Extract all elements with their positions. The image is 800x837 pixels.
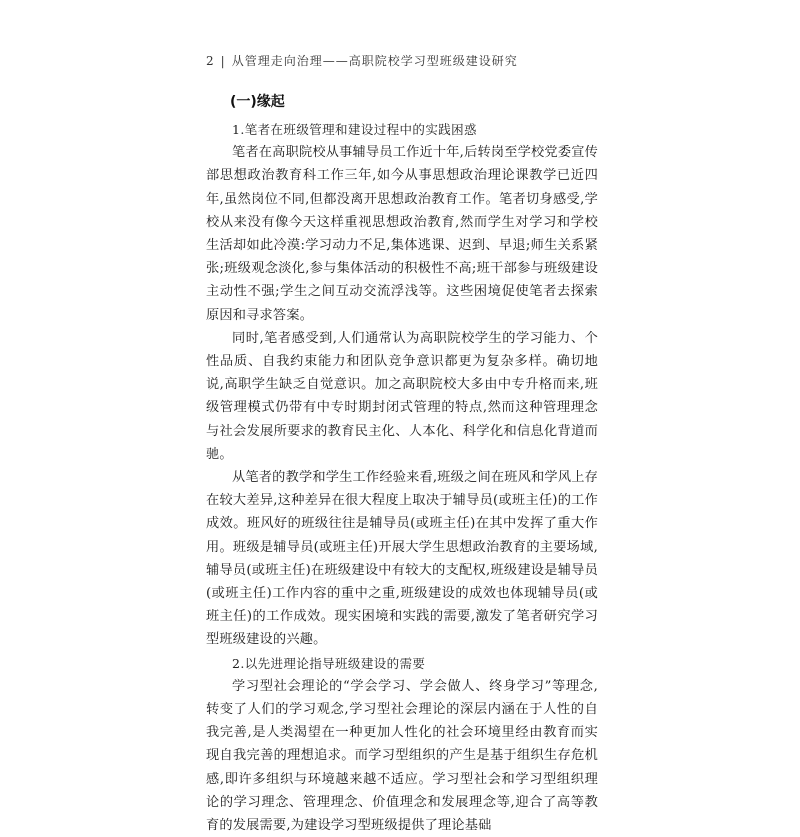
paragraph: 同时,笔者感受到,人们通常认为高职院校学生的学习能力、个性品质、自我约束能力和团队竞争意识都更为复杂多样。确切地说,高职学生缺乏自觉意识。加之高职院校大多由中专升格而来,班级管理模式仍带有中专时期封闭式管理的特点,然而这种管理理念与社会发展所要求的教育民主化、人本化、科学化和信息化背道而驰。 [206, 330, 598, 462]
body-text [206, 118, 598, 837]
section-title: (一)缘起 [230, 94, 285, 110]
paragraph: 学习型社会理论的“学会学习、学会做人、终身学习”等理念,转变了人们的学习观念,学习型社会理论的深层内涵在于人性的自我完善,是人类渴望在一种更加人性化的社会环境里经由教育而实现自我完善的理想追求。而学习型组织的产生是基于组织生存危机感,即许多组织与环境越来越不适应。学习型社会和学习型组织理论的学习理念、管理理念、价值理念和发展理念等,迎合了高等教育的发展需要,为建设学习型班级提供了理论基础 [206, 678, 598, 834]
page-number: 2 [206, 54, 215, 68]
book-title: 从管理走向治理——高职院校学习型班级建设研究 [231, 54, 518, 68]
subsection-heading: 2.以先进理论指导班级建设的需要 [232, 655, 426, 671]
header-separator: | [220, 54, 226, 68]
running-header [206, 52, 518, 69]
paragraph: 笔者在高职院校从事辅导员工作近十年,后转岗至学校党委宣传部思想政治教育科工作三年,如今从事思想政治理论课教学已近四年,虽然岗位不同,但都没离开思想政治教育工作。笔者切身感受,学校从来没有像今天这样重视思想政治教育,然而学生对学习和学校生活却如此冷漠:学习动力不足,集体逃课、迟到、早退;师生关系紧张;班级观念淡化,参与集体活动的积极性不高;班干部参与班级建设主动性不强;学生之间互动交流浮浅等。这些困境促使笔者去探索原因和寻求答案。 [206, 145, 598, 323]
paragraph: 从笔者的教学和学生工作经验来看,班级之间在班风和学风上存在较大差异,这种差异在很大程度上取决于辅导员(或班主任)的工作成效。班风好的班级往往是辅导员(或班主任)在其中发挥了重大作用。班级是辅导员(或班主任)开展大学生思想政治教育的主要场域,辅导员(或班主任)在班级建设中有较大的支配权,班级建设是辅导员(或班主任)工作内容的重中之重,班级建设的成效也体现辅导员(或班主任)的工作成效。现实困境和实践的需要,激发了笔者研究学习型班级建设的兴趣。 [206, 470, 598, 648]
subsection-heading: 1.笔者在班级管理和建设过程中的实践困惑 [232, 122, 477, 137]
